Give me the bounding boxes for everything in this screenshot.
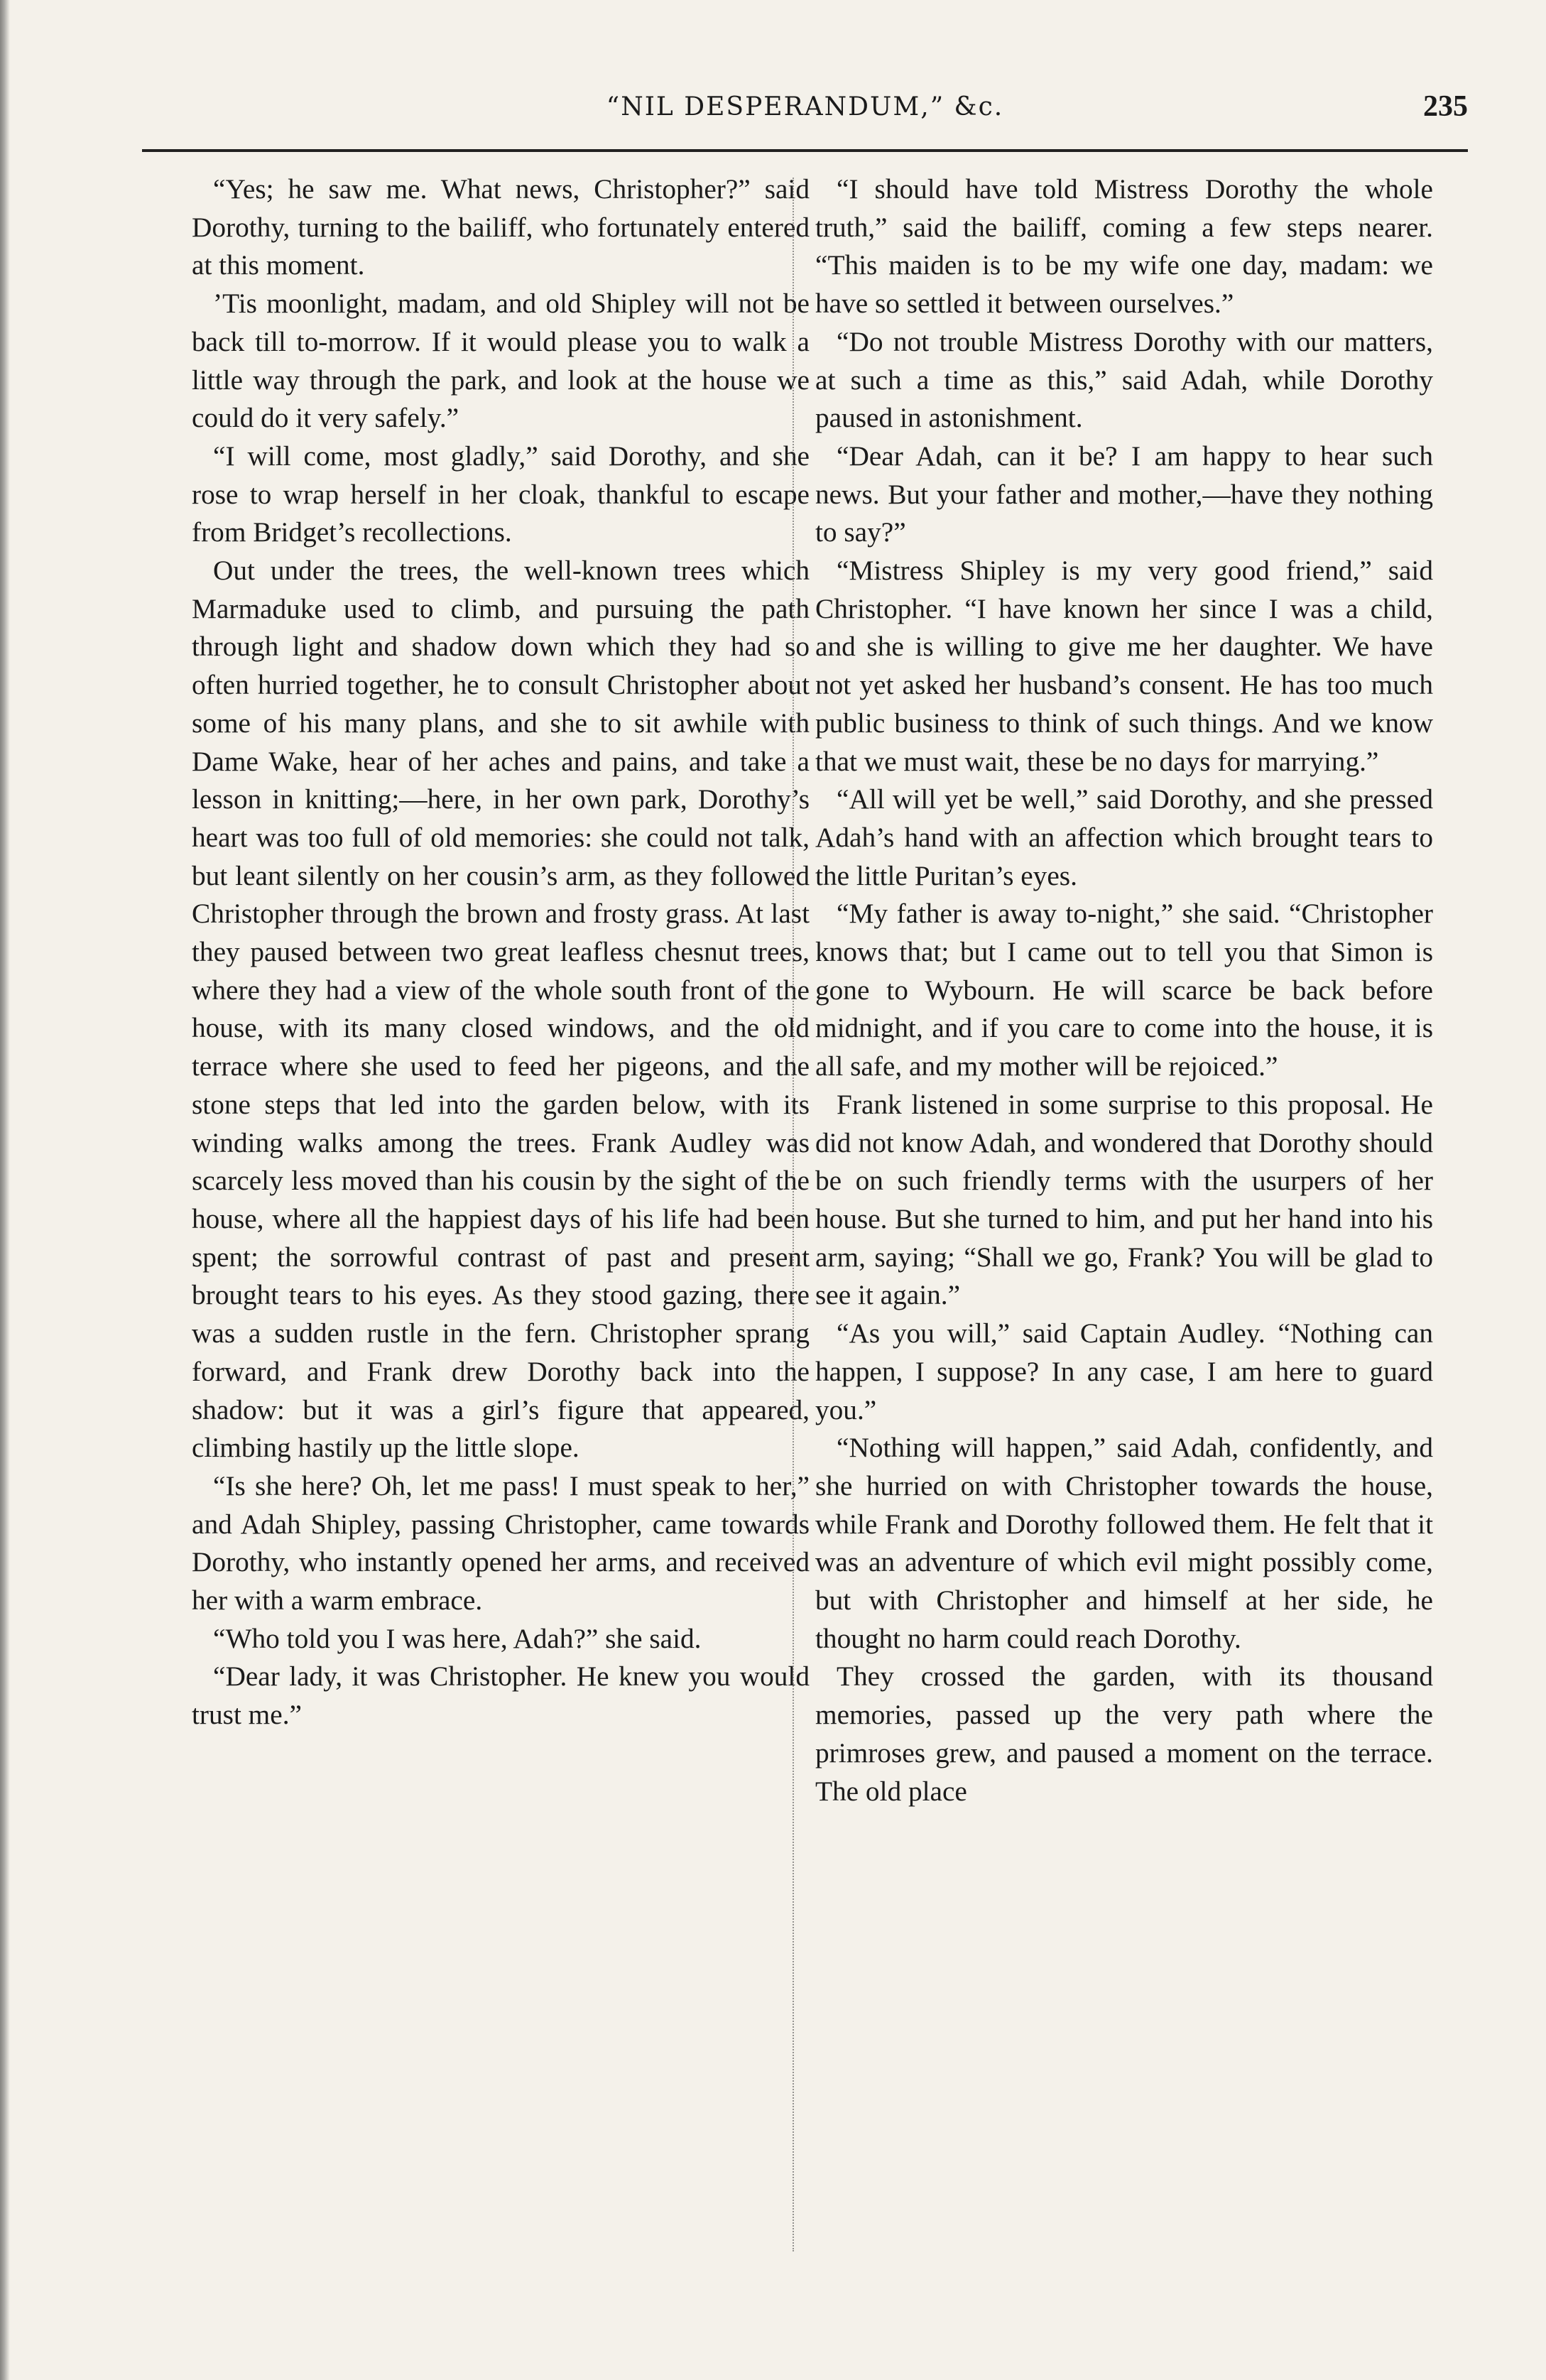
paragraph: “Nothing will happen,” said Adah, confidently, and she hurried on with Christopher towards the house, while Frank and Dorothy followed them. He felt that it was an adventure of which evil might possibly come, but with Christopher and himself at her side, he thought no harm could reach Dorothy. [815, 1432, 1433, 1654]
paragraph: “Dear Adah, can it be? I am happy to hear such news. But your father and mother,—have they nothing to say?” [815, 440, 1433, 548]
paragraph: Frank listened in some surprise to this proposal. He did not know Adah, and wondered that Dorothy should be on such friendly terms with the usurpers of her house. But she turned to him, and put her hand into his arm, saying; “Shall we go, Frank? You will be glad to see it again.” [815, 1088, 1433, 1311]
paragraph: ’Tis moonlight, madam, and old Shipley will not be back till to-morrow. If it would please you to walk a little way through the park, and look at the house we could do it very safely.” [192, 288, 810, 434]
header-rule [142, 149, 1468, 152]
paragraph: “Do not trouble Mistress Dorothy with our matters, at such a time as this,” said Adah, while Dorothy paused in astonishment. [815, 325, 1433, 434]
paragraph: “Yes; he saw me. What news, Christopher?” said Dorothy, turning to the bailiff, who fortunately entered at this moment. [192, 173, 810, 281]
paragraph: “My father is away to-night,” she said. “Christopher knows that; but I came out to tell you that Simon is gone to Wybourn. He will scarce be back before midnight, and if you care to come into the house, it is all safe, and my mother will be rejoiced.” [815, 898, 1433, 1082]
paragraph: “Mistress Shipley is my very good friend,” said Christopher. “I have known her since I was a child, and she is willing to give me her daughter. We have not yet asked her husband’s consent. He has too much public business to think of such things. And we know that we must wait, these be no days for marrying.” [815, 555, 1433, 777]
paragraph: They crossed the garden, with its thousand memories, passed up the very path where the primroses grew, and paused a moment on the terrace. The old place [815, 1661, 1433, 1807]
running-title: “NIL DESPERANDUM,” &c. [606, 92, 1004, 121]
page-header [142, 92, 1468, 142]
paragraph: Out under the trees, the well-known trees which Marmaduke used to climb, and pursuing the path through light and shadow down which they had so often hurried together, he to consult Christopher about some of his many plans, and she to sit awhile with Dame Wake, hear of her aches and pains, and take a lesson in knitting;—here, in her own park, Dorothy’s heart was too full of old memories: she could not talk, but leant silently on her cousin’s arm, as they followed Christopher through the brown and frosty grass. At last they paused between two great leafless chesnut trees, where they had a view of the whole south front of the house, with its many closed windows, and the old terrace where she used to feed her pigeons, and the stone steps that led into the garden below, with its winding walks among the trees. Frank Audley was scarcely less moved than his cousin by the sight of the house, where all the happiest days of his life had been spent; the sorrowful contrast of past and present brought tears to his eyes. As they stood gazing, there was a sudden rustle in the fern. Christopher sprang forward, and Frank drew Dorothy back into the shadow: but it was a girl’s figure that appeared, climbing hastily up the little slope. [192, 555, 810, 1464]
column-divider [793, 178, 794, 2251]
paragraph: “I will come, most gladly,” said Dorothy, and she rose to wrap herself in her cloak, thankful to escape from Bridget’s recollections. [192, 440, 810, 548]
paragraph: “All will yet be well,” said Dorothy, and she pressed Adah’s hand with an affection which brought tears to the little Puritan’s eyes. [815, 783, 1433, 891]
paragraph: “I should have told Mistress Dorothy the whole truth,” said the bailiff, coming a few steps nearer. “This maiden is to be my wife one day, madam: we have so settled it between ourselves.” [815, 173, 1433, 320]
paragraph: “Dear lady, it was Christopher. He knew you would trust me.” [192, 1661, 810, 1731]
paragraph: “Who told you I was here, Adah?” she said. [213, 1622, 702, 1654]
left-column [192, 170, 810, 1734]
right-column [815, 170, 1433, 1810]
paragraph: “As you will,” said Captain Audley. “Nothing can happen, I suppose? In any case, I am here to guard you.” [815, 1317, 1433, 1425]
page-edge-shadow [0, 0, 10, 2380]
paragraph: “Is she here? Oh, let me pass! I must speak to her,” and Adah Shipley, passing Christopher, came towards Dorothy, who instantly opened her arms, and received her with a warm embrace. [192, 1469, 810, 1616]
page-number: 235 [1423, 90, 1468, 123]
